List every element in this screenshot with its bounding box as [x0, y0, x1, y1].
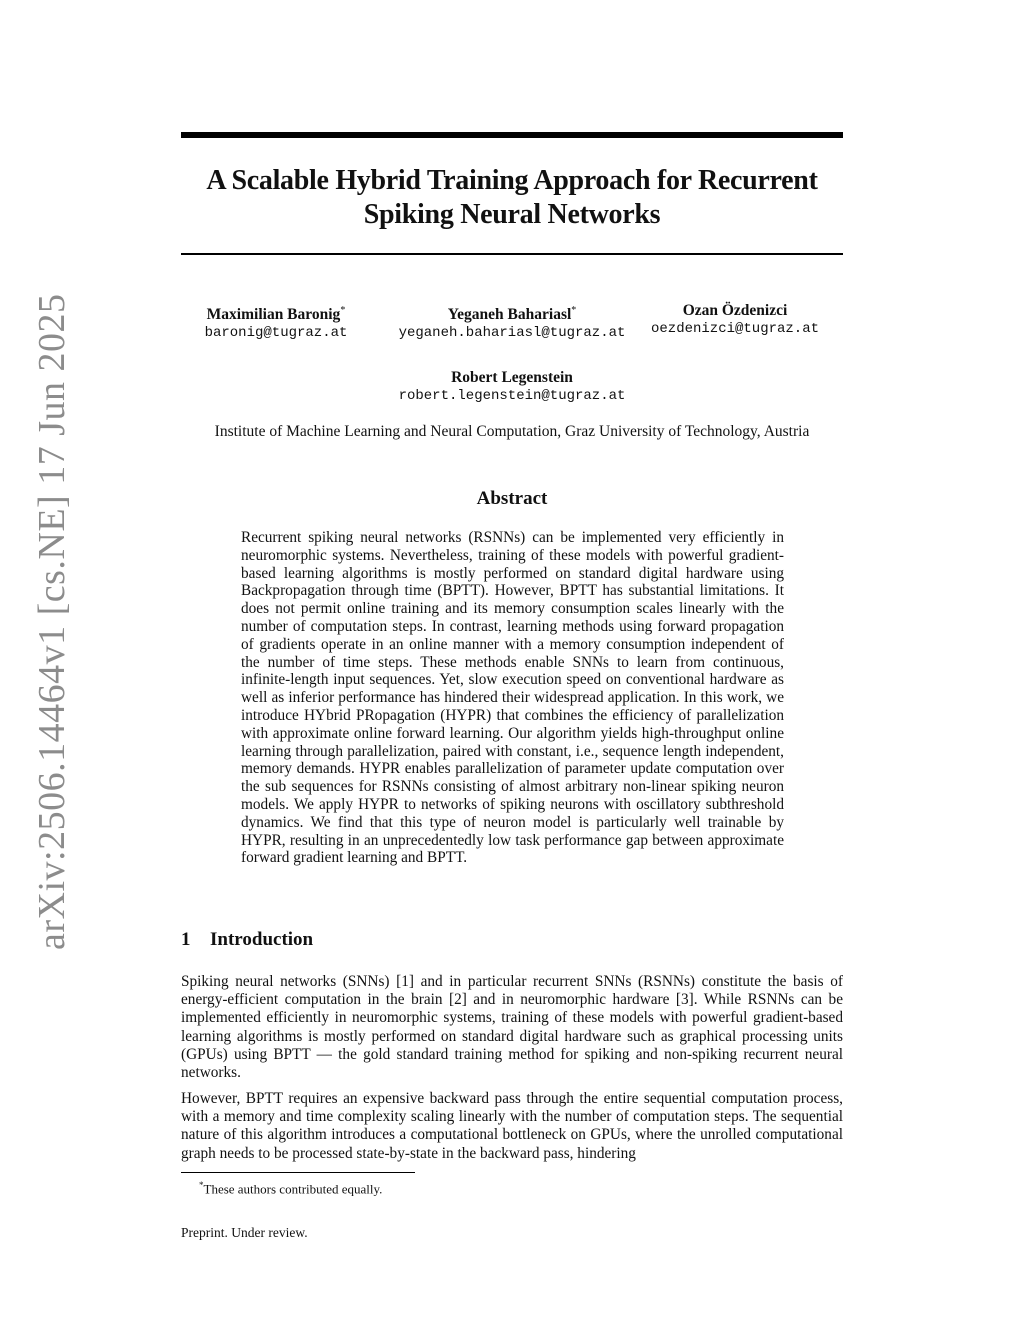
affiliation: Institute of Machine Learning and Neural Computation, Graz University of Technology, Austria	[214, 423, 810, 440]
author-name: Ozan Özdenizci	[682, 302, 788, 319]
equal-contribution-mark: *	[571, 305, 577, 316]
author-block-3	[638, 301, 832, 339]
author-block-2	[371, 301, 653, 343]
author-email[interactable]: yeganeh.bahariasl@tugraz.at	[398, 325, 626, 342]
abstract-heading: Abstract	[476, 488, 548, 509]
author-email[interactable]: oezdenizci@tugraz.at	[650, 321, 820, 337]
footnote-text: These authors contributed equally.	[203, 1181, 383, 1197]
abstract-text: Recurrent spiking neural networks (RSNNs) can be implemented very efficiently in neuromorphic systems. Nevertheless, training of these models with powerful gradient-based learning algorithms is mostly performed on standard digital hardware using Backpropagation through time (BPTT). However, BPTT has substantial limitations. It does not permit online training and its memory consumption scales linearly with the number of computation steps. In contrast, learning methods using forward propagation of gradients operate in an online manner with a memory consumption independent of the number of time steps. These methods enable SNNs to learn from continuous, infinite-length input sequences. Yet, slow execution speed on conventional hardware as well as inferior performance has hindered their widespread application. In this work, we introduce HYbrid PRopagation (HYPR) that combines the efficiency of parallelization with approximate online forward learning. Our algorithm yields high-throughput online learning through parallelization, paired with constant, i.e., sequence length independent, memory demands. HYPR enables parallelization of parameter update computation over the sub sequences for RSNNs consisting of almost arbitrary non-linear spiking neuron models. We apply HYPR to networks of spiking neurons with oscillatory subthreshold dynamics. We find that this type of neuron model is particularly well trainable by HYPR, resulting in an unprecedentedly low task performance gap between approximate forward gradient learning and BPTT.	[241, 529, 784, 867]
footnote	[199, 1177, 382, 1197]
section-number: 1	[181, 929, 191, 950]
author-name: Maximilian Baronig*	[206, 305, 346, 324]
title-top-rule	[181, 132, 843, 138]
author-block-4	[181, 368, 843, 406]
footnote-mark: *	[199, 1180, 204, 1190]
equal-contribution-mark: *	[340, 305, 346, 316]
title-bottom-rule	[181, 253, 843, 255]
author-name: Robert Legenstein	[451, 369, 573, 386]
paper-title: A Scalable Hybrid Training Approach for Recurrent Spiking Neural Networks	[206, 165, 818, 230]
page-footer: Preprint. Under review.	[181, 1225, 308, 1240]
author-block-1	[181, 301, 371, 343]
author-name: Yeganeh Bahariasl*	[447, 305, 577, 324]
arxiv-identifier-stamp: arXiv:2506.14464v1 [cs.NE] 17 Jun 2025	[31, 293, 73, 950]
footnote-rule	[181, 1172, 415, 1173]
author-email[interactable]: baronig@tugraz.at	[204, 325, 348, 342]
section-heading-introduction	[181, 928, 313, 951]
intro-paragraph: However, BPTT requires an expensive backward pass through the entire sequential computation process, with a memory and time complexity scaling linearly with the number of computation steps. The sequential nature of this algorithm introduces a computational bottleneck on GPUs, where the unrolled computational graph needs to be processed state-by-state in the backward pass, hindering	[181, 1090, 843, 1162]
intro-paragraph: Spiking neural networks (SNNs) [1] and in particular recurrent SNNs (RSNNs) constitute the basis of energy-efficient computation in the brain [2] and in neuromorphic hardware [3]. While RSNNs can be implemented efficiently in neuromorphic systems, training of these models with powerful gradient-based learning algorithms is mostly performed on standard digital hardware such as graphical processing units (GPUs) using BPTT — the gold standard training method for spiking and non-spiking recurrent neural networks.	[181, 973, 843, 1082]
section-title: Introduction	[210, 929, 314, 950]
author-email[interactable]: robert.legenstein@tugraz.at	[398, 388, 626, 404]
